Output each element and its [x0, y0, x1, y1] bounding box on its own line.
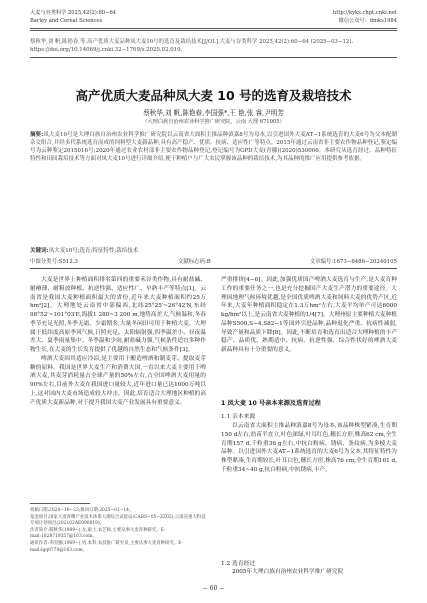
- citation-line: 蔡秋华,刘 帆,陈艳春,等.高产优质大麦品种凤大麦10号的选育及栽培技术[J/OL].大麦与谷类科学 2025,42(2):60−64 (2025−03−12). https://doi.org/10.14069/j.cnki.32−1769/s.2025.02.010.: [30, 39, 354, 53]
- abstract-label: 摘要:: [30, 132, 44, 138]
- abstract: [30, 131, 397, 163]
- citation-rule: [30, 57, 397, 58]
- section-1-1-body: [221, 422, 397, 475]
- author-bio: 作者简介:蔡秋华(1989−),女,硕士,农艺师,主要从事大麦育种研究。E-mail:1828719357@163.com。: [30, 527, 166, 540]
- section-1-2-body: [221, 568, 397, 577]
- wechat-account: 微信公众号：dmks1984: [338, 18, 397, 24]
- clc-number: 中图分类号:S512.3: [30, 259, 78, 265]
- body-paragraph: 2005年大理白族自治州农业科学推广研究院: [232, 569, 344, 575]
- corresponding-author: 通讯作者:李国强(1969−),男,本科,农技推广研究员,主要从事大麦育种研究。E-mail:lgq8770@163.com。: [30, 540, 184, 553]
- keywords-label: 关键词:: [30, 248, 49, 254]
- journal-name-cn: 大麦与谷类科学 2025,42(2):60−64: [30, 10, 117, 16]
- abstract-text: 凤大麦10号是大理白族自治州农业科学推广研究院以云南省大面积主推品种滇嘉8号为母本,以引进国外大麦AT−1系统选育的大麦6号为父本配制杂交组合,并经多代系统选育而成的饲料型大麦新品种,具有高产稳产、优质、抗病、适应性广等特点。2015年通过云南省非主要农作物品种登记,鉴定编号为云种鉴定2015016号;2020年通过农业农村部非主要农作物品种登记,登记编号为GPD大麦(青稞)(2020)530006。本研究从选育经过、品种特征特性和田间栽培技术等方面对凤大麦10号进行详细介绍,便于种植户与广大农民掌握该品种的栽培技术,为其品种的推广应用提供参考依据。: [30, 132, 397, 162]
- section-heading-1: 1 凤大麦 10 号亲本来源及选育过程: [221, 400, 321, 407]
- funding: 基金项目:国家大麦青稞产业技术体系大理综合试验站(CARS−05−ZZ02);云南省重大科技专项计划项目(202102AE090019)。: [30, 514, 206, 527]
- journal-url[interactable]: http://kyks.chpt.cnki.net: [332, 10, 397, 16]
- received-date: 收稿日期:2024−10−23;修回日期:2025−01−14。: [30, 508, 134, 513]
- page-number: − 60 −: [202, 585, 225, 592]
- keywords-text: 凤大麦10号;选育;特征特性;栽培技术: [48, 248, 139, 254]
- journal-name-en: Barley and Cereal Sciences: [30, 18, 103, 24]
- author-list: 蔡秋华,刘 帆,陈艳春,李国强*,王 艳,张 睿,尹明芳: [143, 109, 284, 117]
- affiliation: （大理白族自治州农业科学推广研究院，云南 大理 671005）: [142, 119, 285, 125]
- body-paragraph: 以云南省大面积主推品种滇嘉8号为母本,该品种株型紧凑,生育期150 d左右,幼苗半直立,叶色深绿,叶耳红色,穗长方形,株高62 cm,全生育期157 d,千粒重36 g左右,中抗白粉病、锈病、条纹病,为多棱大麦品种。以引进国外大麦AT−1系统选育的大麦6号为父本,其特征特性为株型紧凑,生育期较长,叶耳白色,穗长方形,株高76 cm,全生育期161 d,千粒重34~40 g,抗白粉病,中抗锈病,丰产。: [221, 423, 397, 473]
- header-rule: [30, 28, 397, 29]
- body-paragraph: 啤酒大麦因其适应冷凉,是主要用于酿造啤酒和制麦芽、提取麦芽糖的原料。我国是世界大麦生产和消费大国,一直以来大麦主要用于啤酒大麦,其麦芽消耗量占全球产量的50%左右,占全国啤酒大麦用量的90%左右,目前外大麦在我国进口量较大,近年进口量已达1000万吨以上,这对国内大麦市场造成较大冲击。因此,培育适合大理地区种植的高产优质大麦新品种,对于提升我国大麦产业发展具有重要意义。: [30, 355, 206, 406]
- abstract-rule: [30, 268, 397, 269]
- footnote-rule: [30, 503, 90, 504]
- body-paragraph: 严重排挤[4−6]。因此,加强优质国产啤酒大麦选育与生产,是大麦育种工作的重要任务之一,也是充分挖掘国产大麦生产潜力的重要途径。大理因地理气候环境优越,是全国优质啤酒大麦和饲料大麦的优势产区,近年来,大麦年种植面积稳定在1.3万hm²左右,大麦平均单产可达6000 kg/hm²以上,是云南省大麦种植的1/4[7]。大理州原主要种植大麦种植品种S500,S−4,S82−1等国外引进品种,品种退化严重、抗病性减弱,导致产量和品质下降[8]。因此,不断培育和选育出适合大理种植的丰产稳产、品质优、熟期适中、抗病、抗逆性强、综合性状好的啤酒大麦新品种具有十分重要的意义。: [221, 277, 397, 353]
- body-right-column: [221, 276, 397, 355]
- body-left-column: [30, 276, 206, 407]
- subsection-heading-1-1: 1.1 亲本来源: [221, 414, 256, 420]
- article-number: 文章编号:1673−6486−20240105: [309, 259, 397, 265]
- keywords: [30, 246, 397, 254]
- body-paragraph: 大麦是世界上种植面积排名第四的重要禾谷类作物,具有耐盐碱、耐瘠薄、耐粗放种植、抗逆性强、适应性广、早熟丰产等特点[1]。云南省是我国大麦种植面积最大的省份,近年来大麦种植面积约25万hm²[2]。大理地处云南省中部偏西,北纬25°25′~26°42′N,东经98°52′~101°03′E,海拔1 280~3 200 m,地势高差大,气候温和,冬春季节充足光照,冬季无霜、少霜期多,大量冬闲田可用于种植大麦。大理属于低纬度高原季风气候,日照充足、太阳辐射强,四季温差小、昼夜温差大、夏季雨量集中、冬季温和少雨,耐盐碱力强,气候条件适宜多种作物生长,在大麦的生长发育提供了优越的自然生态和气候条件[3]。: [30, 277, 206, 353]
- header-rule-2: [30, 30, 397, 31]
- document-code: 文献标志码:B: [178, 259, 211, 265]
- paper-title: 高产优质大麦品种凤大麦 10 号的选育及栽培技术: [75, 88, 352, 103]
- subsection-heading-1-2: 1.2 选育经过: [221, 561, 256, 567]
- footnote: [30, 508, 206, 554]
